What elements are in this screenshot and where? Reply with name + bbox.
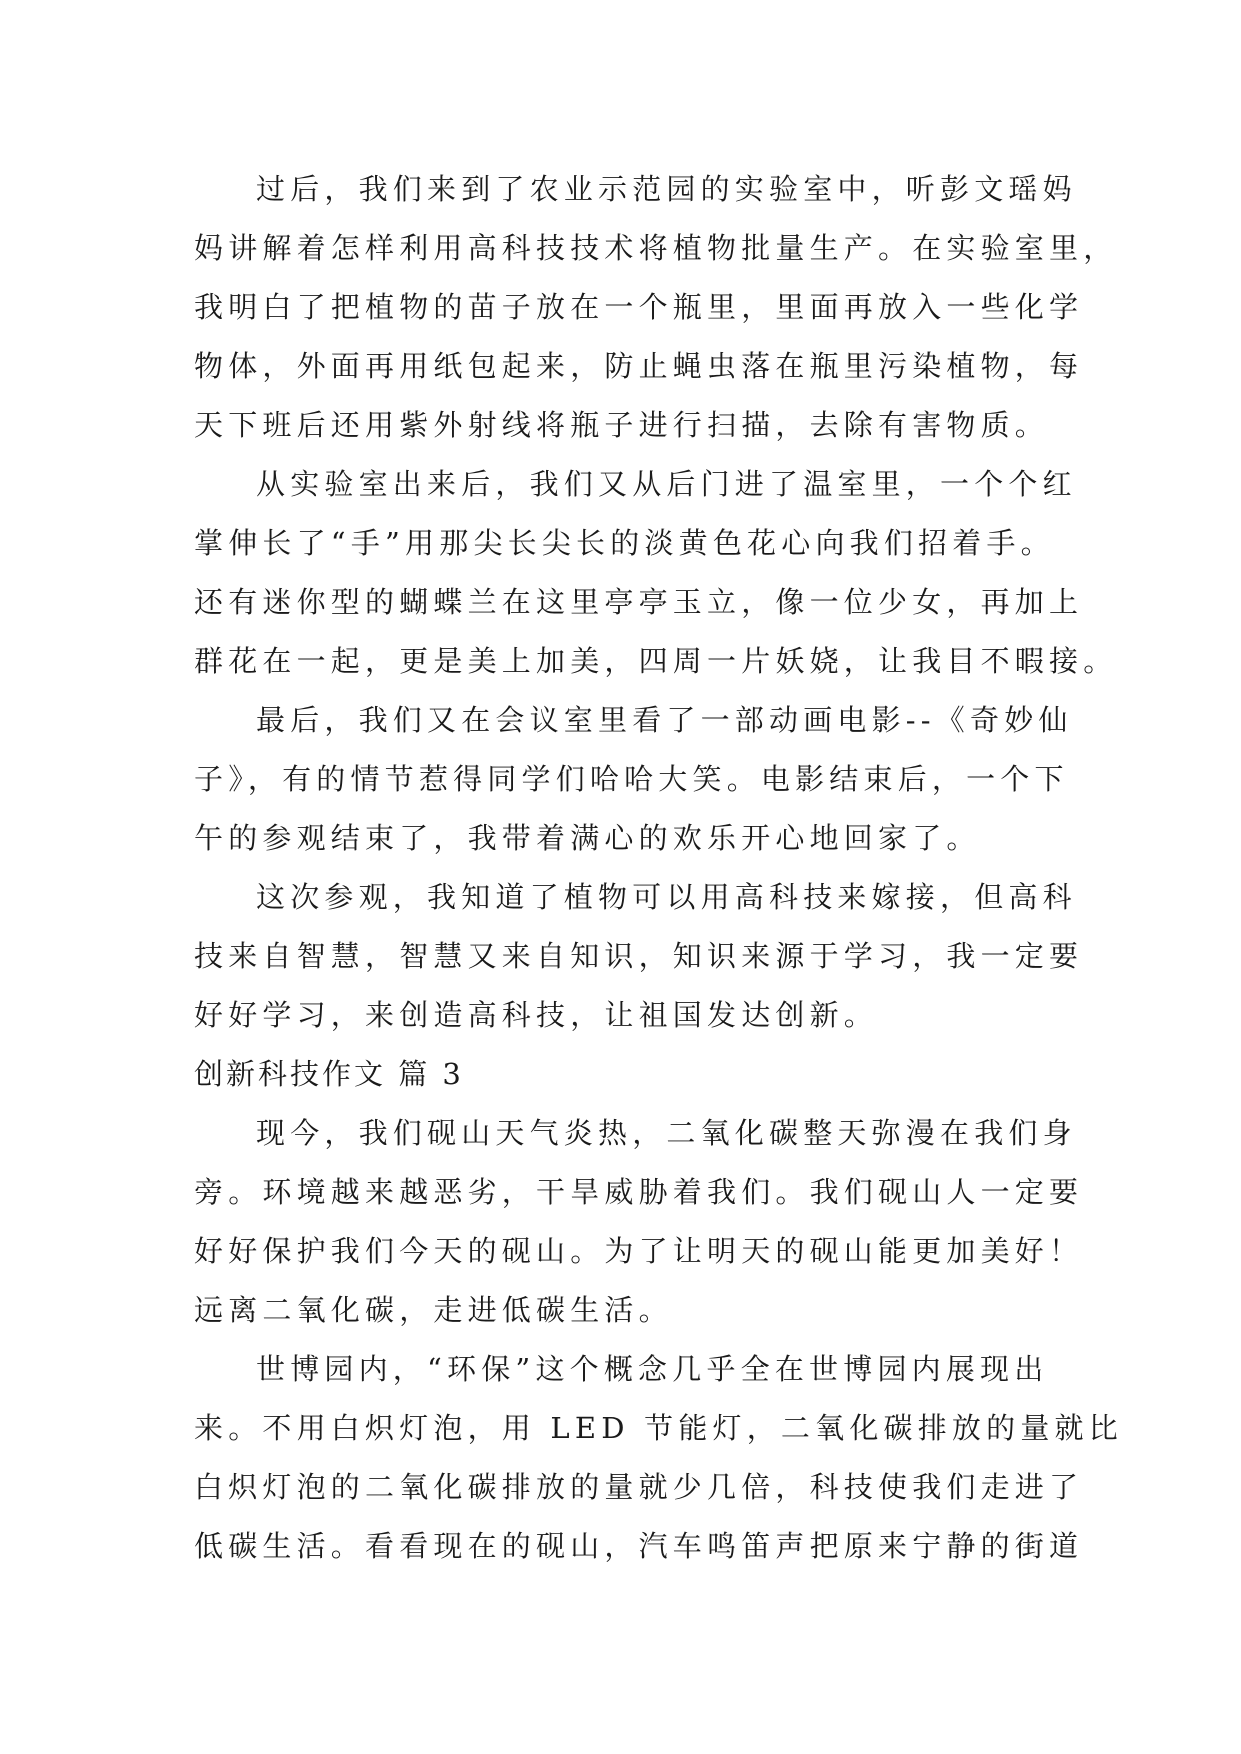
text-line: 好好学习，来创造高科技，让祖国发达创新。 [194,998,879,1032]
section-heading: 创新科技作文 篇 3 [194,1057,464,1091]
text-line: 好好保护我们今天的砚山。为了让明天的砚山能更加美好！ [194,1234,1084,1268]
text-line: 我明白了把植物的苗子放在一个瓶里，里面再放入一些化学 [194,290,1084,324]
text-line: 最后，我们又在会议室里看了一部动画电影--《奇妙仙 [256,703,1073,737]
text-line: 技来自智慧，智慧又来自知识，知识来源于学习，我一定要 [194,939,1084,973]
text-line: 旁。环境越来越恶劣，干旱威胁着我们。我们砚山人一定要 [194,1175,1084,1209]
text-line: 物体，外面再用纸包起来，防止蝇虫落在瓶里污染植物，每 [194,349,1084,383]
text-line: 白炽灯泡的二氧化碳排放的量就少几倍，科技使我们走进了 [194,1470,1084,1504]
text-line: 这次参观，我知道了植物可以用高科技来嫁接，但高科 [256,880,1077,914]
text-line: 群花在一起，更是美上加美，四周一片妖娆，让我目不暇接。 [194,644,1118,678]
text-line: 子》，有的情节惹得同学们哈哈大笑。电影结束后，一个下 [194,762,1069,796]
text-line: 世博园内，“环保”这个概念几乎全在世博园内展现出 [256,1352,1049,1386]
text-line: 掌伸长了“手”用那尖长尖长的淡黄色花心向我们招着手。 [194,526,1055,560]
text-line: 天下班后还用紫外射线将瓶子进行扫描，去除有害物质。 [194,408,1050,442]
text-line: 现今，我们砚山天气炎热，二氧化碳整天弥漫在我们身 [256,1116,1077,1150]
text-line: 妈讲解着怎样利用高科技技术将植物批量生产。在实验室里， [194,231,1118,265]
text-line: 还有迷你型的蝴蝶兰在这里亭亭玉立，像一位少女，再加上 [194,585,1084,619]
text-line: 午的参观结束了，我带着满心的欢乐开心地回家了。 [194,821,981,855]
text-line: 低碳生活。看看现在的砚山，汽车鸣笛声把原来宁静的街道 [194,1529,1084,1563]
text-line: 远离二氧化碳，走进低碳生活。 [194,1293,673,1327]
text-line: 来。不用白炽灯泡，用 LED 节能灯，二氧化碳排放的量就比 [194,1411,1123,1445]
text-line: 过后，我们来到了农业示范园的实验室中，听彭文瑶妈 [256,172,1077,206]
text-line: 从实验室出来后，我们又从后门进了温室里，一个个红 [256,467,1077,501]
document-body [194,160,1123,1576]
